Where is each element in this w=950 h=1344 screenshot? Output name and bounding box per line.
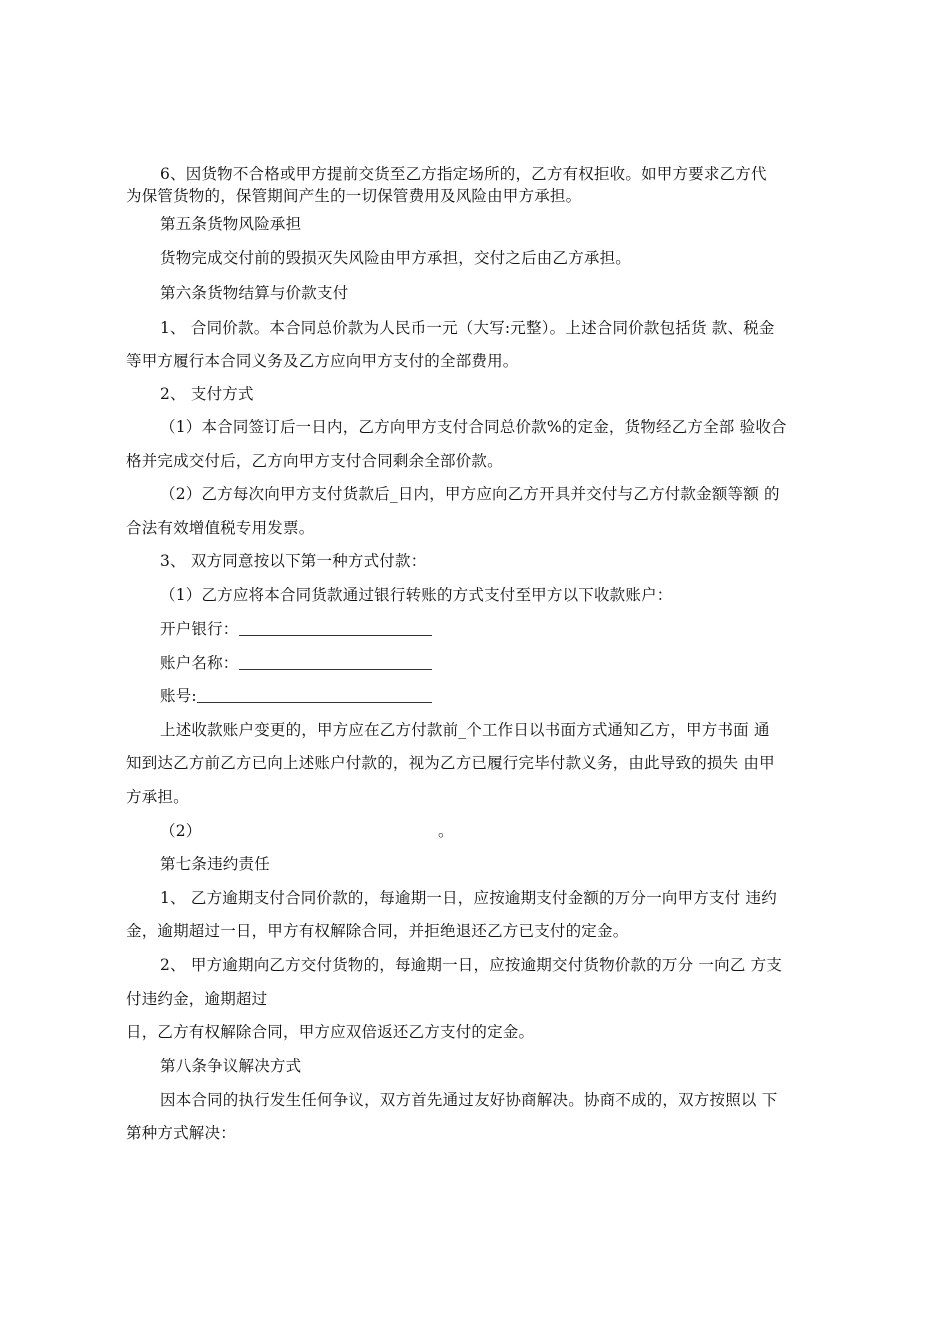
article-5-body: 货物完成交付前的毁损灭失风险由甲方承担，交付之后由乙方承担。 xyxy=(160,249,632,267)
article-6-item-2-sub-1-line-1: （1）本合同签订后一日内，乙方向甲方支付合同总价款%的定金，货物经乙方全部 验收合 xyxy=(160,418,787,436)
account-number-label: 账号: xyxy=(160,687,197,705)
article-6-item-1-line-1: 1、 合同价款。本合同总价款为人民币一元（大写:元整）。上述合同价款包括货 款、税金 xyxy=(160,319,775,337)
article-6-item-2-heading: 2、 支付方式 xyxy=(160,385,254,403)
article-7-item-2-line-1: 2、 甲方逾期向乙方交付货物的，每逾期一日，应按逾期交付货物价款的万分 一向乙 方支 xyxy=(160,956,783,974)
article-8-line-2: 第种方式解决： xyxy=(126,1124,236,1142)
article-6-item-3-sub-2-end: 。 xyxy=(438,822,454,840)
article-7-item-2-line-2: 付违约金，逾期超过 xyxy=(126,990,268,1008)
account-number-blank xyxy=(197,686,432,703)
article-7-item-1-line-1: 1、 乙方逾期支付合同价款的，每逾期一日，应按逾期支付金额的万分一向甲方支付 违约 xyxy=(160,889,777,907)
article-6-item-2-sub-2-line-2: 合法有效增值税专用发票。 xyxy=(126,519,315,537)
article-6-item-3-sub-1: （1）乙方应将本合同货款通过银行转账的方式支付至甲方以下收款账户： xyxy=(160,586,673,604)
account-change-line-2: 知到达乙方前乙方已向上述账户付款的，视为乙方已履行完毕付款义务，由此导致的损失 由甲 xyxy=(126,754,775,772)
clause-6-line-1: 6、因货物不合格或甲方提前交货至乙方指定场所的，乙方有权拒收。如甲方要求乙方代 xyxy=(160,165,767,183)
account-number-row xyxy=(160,686,432,706)
article-6-heading: 第六条货物结算与价款支付 xyxy=(160,284,349,302)
article-6-item-2-sub-1-line-2: 格并完成交付后，乙方向甲方支付合同剩余全部价款。 xyxy=(126,452,503,470)
article-6-item-3-heading: 3、 双方同意按以下第一种方式付款： xyxy=(160,552,427,570)
article-5-heading: 第五条货物风险承担 xyxy=(160,215,302,233)
account-name-label: 账户名称： xyxy=(160,654,239,672)
article-7-item-1-line-2: 金，逾期超过一日，甲方有权解除合同，并拒绝退还乙方已支付的定金。 xyxy=(126,922,629,940)
bank-name-row xyxy=(160,619,432,639)
article-6-item-1-line-2: 等甲方履行本合同义务及乙方应向甲方支付的全部费用。 xyxy=(126,352,519,370)
article-8-line-1: 因本合同的执行发生任何争议，双方首先通过友好协商解决。协商不成的，双方按照以 下 xyxy=(160,1091,778,1109)
account-name-blank xyxy=(239,653,432,670)
bank-name-blank xyxy=(239,619,432,636)
account-name-row xyxy=(160,653,432,673)
article-7-item-2-line-3: 日，乙方有权解除合同，甲方应双倍返还乙方支付的定金。 xyxy=(126,1023,535,1041)
article-6-item-2-sub-2-line-1: （2）乙方每次向甲方支付货款后_日内，甲方应向乙方开具并交付与乙方付款金额等额 的 xyxy=(160,485,780,503)
article-6-item-3-sub-2-label: （2） xyxy=(160,822,202,840)
account-change-line-3: 方承担。 xyxy=(126,788,189,806)
account-change-line-1: 上述收款账户变更的，甲方应在乙方付款前_个工作日以书面方式通知乙方，甲方书面 通 xyxy=(160,721,770,739)
clause-6-line-2: 为保管货物的，保管期间产生的一切保管费用及风险由甲方承担。 xyxy=(126,187,582,205)
article-8-heading: 第八条争议解决方式 xyxy=(160,1057,302,1075)
bank-name-label: 开户银行： xyxy=(160,620,239,638)
article-7-heading: 第七条违约责任 xyxy=(160,855,270,873)
